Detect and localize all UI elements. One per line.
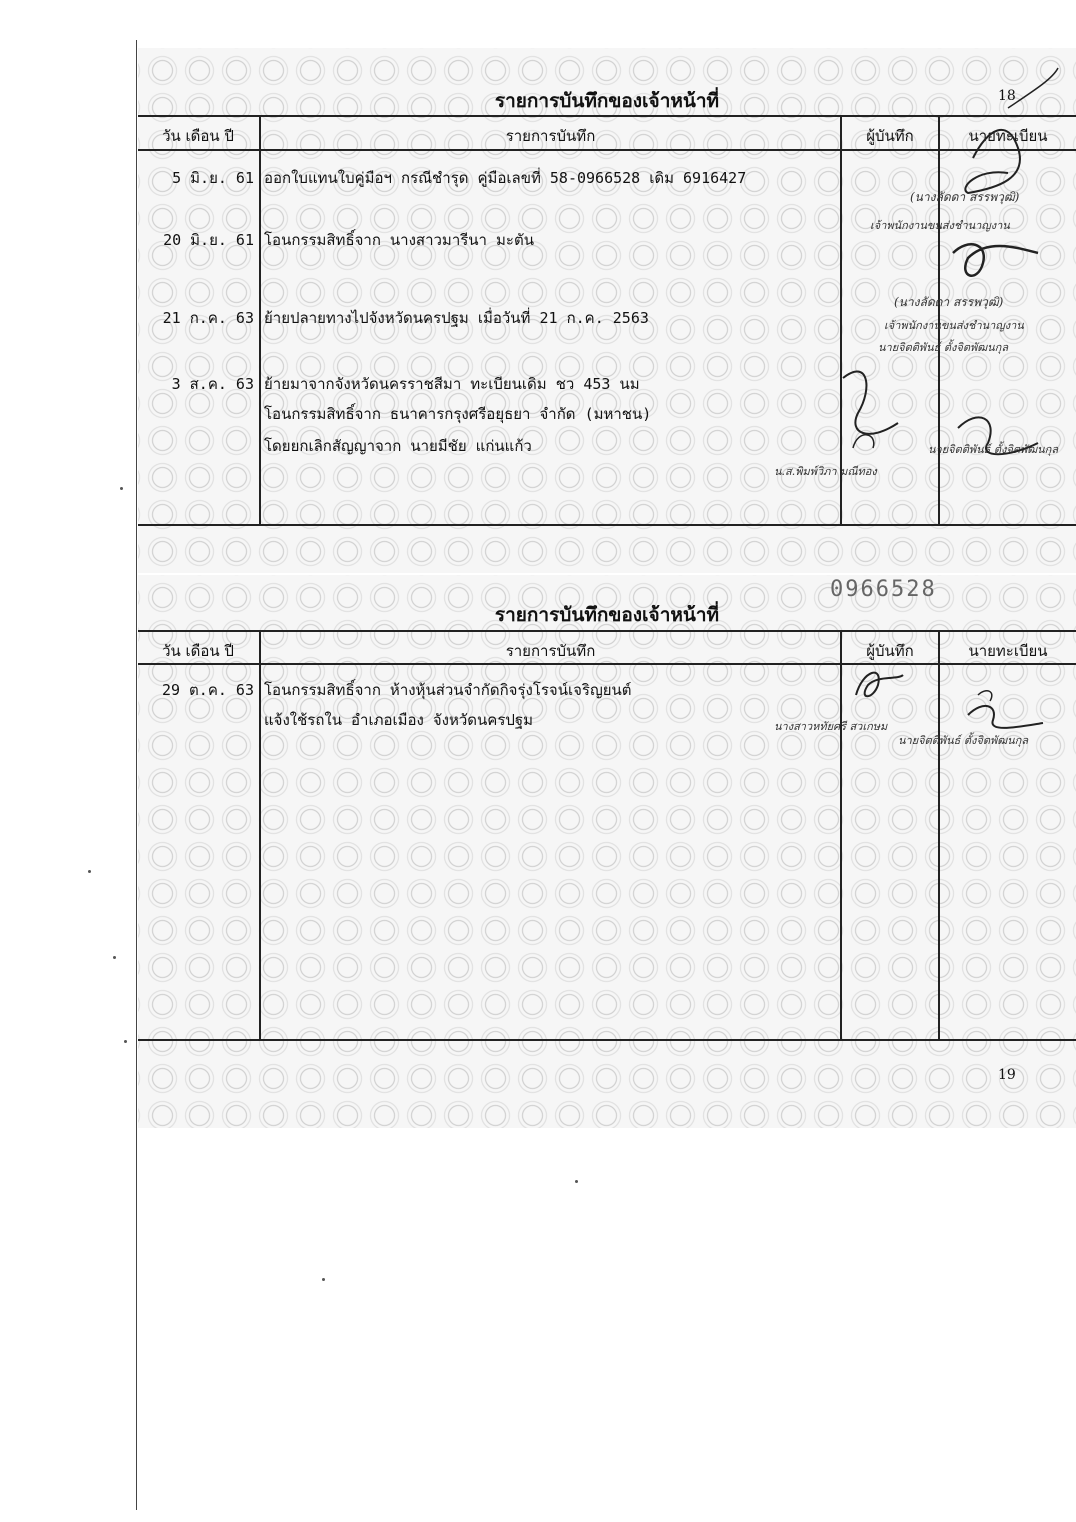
bottom-row-1-line-2: แจ้งใช้รถใน อำเภอเมือง จังหวัดนครปฐม xyxy=(264,711,534,729)
top-header-recorder: ผู้บันทึก xyxy=(866,127,914,145)
scan-speck xyxy=(124,1040,127,1043)
bottom-sig-registrar: นายจิตติพันธ์ ตั้งจิตพัฒนกุล xyxy=(898,734,1029,747)
top-record-sheet xyxy=(138,48,1076,573)
top-sig-registrar-b: นายจิตติพันธ์ ตั้งจิตพัฒนกุล xyxy=(928,443,1059,456)
bottom-sheet-title: รายการบันทึกของเจ้าหน้าที่ xyxy=(494,604,720,626)
scan-speck xyxy=(322,1278,325,1281)
bottom-page-number: 19 xyxy=(998,1067,1016,1083)
bottom-header-registrar: นายทะเบียน xyxy=(968,642,1048,660)
top-row-4-line-1: ย้ายมาจากจังหวัดนครราชสีมา ทะเบียนเดิม ชว 453 นม xyxy=(264,375,640,393)
bottom-row-1-line-1: โอนกรรมสิทธิ์จาก ห้างหุ้นส่วนจำกัดกิจรุ่งโรจน์เจริญยนต์ xyxy=(264,681,632,699)
top-sig-position-1: เจ้าพนักงานขนส่งชำนาญงาน xyxy=(870,219,1010,232)
top-page-number: 18 xyxy=(998,88,1016,104)
scan-speck xyxy=(575,1180,578,1183)
top-sig-recorder-b: น.ส.พิมพ์วิภา มณีทอง xyxy=(774,465,877,478)
bottom-header-date: วัน เดือน ปี xyxy=(162,642,234,660)
top-header-date: วัน เดือน ปี xyxy=(162,127,234,145)
scan-speck xyxy=(113,956,116,959)
top-sig-registrar-a: นายจิตติพันธ์ ตั้งจิตพัฒนกุล xyxy=(878,341,1009,354)
top-row-4-line-3: โดยยกเลิกสัญญาจาก นายมีชัย แก่นแก้ว xyxy=(264,437,532,455)
top-sheet-title: รายการบันทึกของเจ้าหน้าที่ xyxy=(494,90,720,112)
top-row-1-line-1: ออกใบแทนใบคู่มือฯ กรณีชำรุด คู่มือเลขที่ 58-0966528 เดิม 6916427 xyxy=(264,169,747,187)
bottom-row-1-date: 29 ต.ค. 63 xyxy=(161,681,254,699)
top-row-4-line-2: โอนกรรมสิทธิ์จาก ธนาคารกรุงศรีอยุธยา จำกัด (มหาชน) xyxy=(264,405,652,423)
top-row-1-date: 5 มิ.ย. 61 xyxy=(172,169,254,187)
scan-speck xyxy=(88,870,91,873)
bottom-header-record: รายการบันทึก xyxy=(505,642,596,660)
bottom-header-recorder: ผู้บันทึก xyxy=(866,642,914,660)
top-row-3-date: 21 ก.ค. 63 xyxy=(162,309,254,327)
ghost-serial-number: 0966528 xyxy=(830,577,937,602)
top-header-record: รายการบันทึก xyxy=(505,127,596,145)
binder-line xyxy=(136,40,137,1510)
bottom-record-sheet xyxy=(138,575,1076,1128)
top-row-2-date: 20 มิ.ย. 61 xyxy=(163,231,254,249)
top-row-2-line-1: โอนกรรมสิทธิ์จาก นางสาวมารีนา มะตัน xyxy=(264,231,534,249)
bottom-sig-recorder: นางสาวหทัยศรี สวเกษม xyxy=(774,720,888,733)
top-sig-position-2: เจ้าพนักงานขนส่งชำนาญงาน xyxy=(884,319,1024,332)
top-sig-name-1: (นางลัดดา สรรพวุฒิ) xyxy=(910,190,1020,204)
top-sig-name-2: (นางลัดดา สรรพวุฒิ) xyxy=(894,295,1004,309)
top-handwritten-signatures xyxy=(138,48,1076,573)
top-header-registrar: นายทะเบียน xyxy=(968,127,1048,145)
bottom-handwritten-signatures xyxy=(138,575,1076,1128)
top-row-3-line-1: ย้ายปลายทางไปจังหวัดนครปฐม เมื่อวันที่ 21 ก.ค. 2563 xyxy=(264,309,649,327)
scan-speck xyxy=(120,487,123,490)
top-row-4-date: 3 ส.ค. 63 xyxy=(171,375,254,393)
